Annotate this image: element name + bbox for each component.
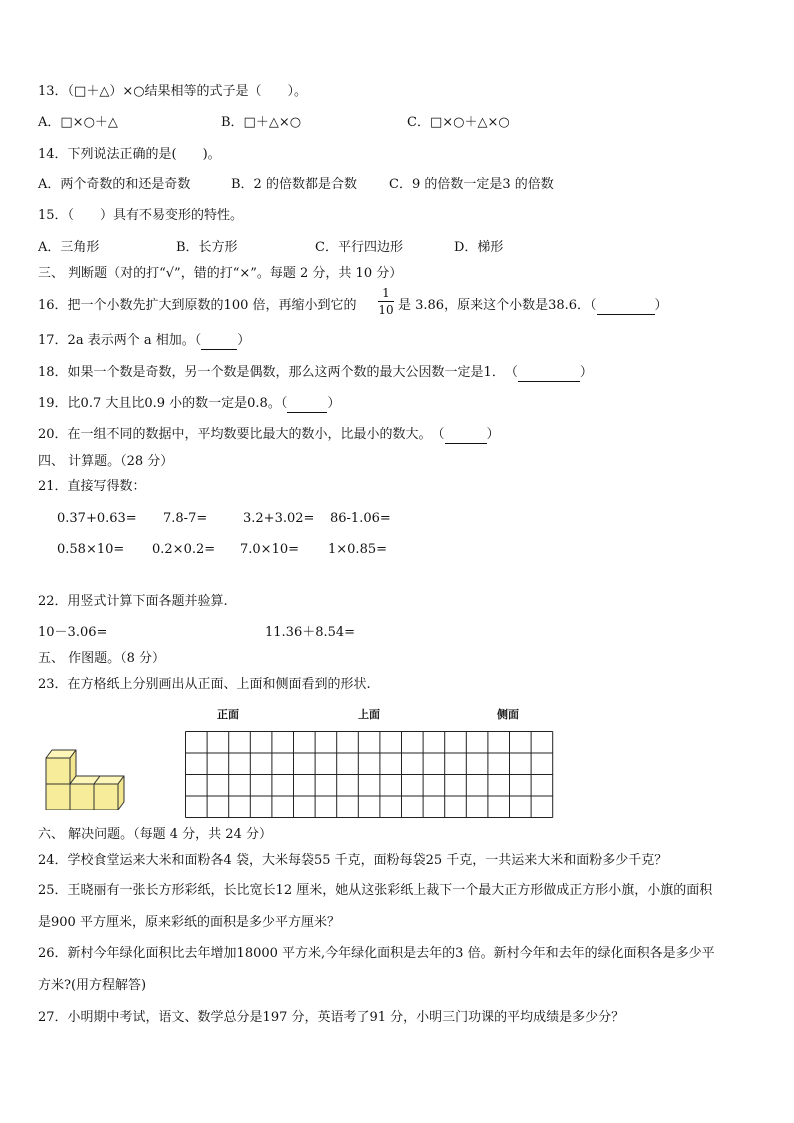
answer-blank-17[interactable] [201, 333, 237, 350]
calc-item: 3.2+3.02= [243, 511, 315, 526]
q15-option-b: B．长方形 [176, 240, 238, 255]
fraction-numerator: 1 [382, 286, 390, 300]
close-paren: ） [486, 427, 500, 442]
answer-blank-20[interactable] [445, 427, 487, 444]
fraction-one-tenth [378, 286, 394, 317]
calc-item: 0.37+0.63= [57, 511, 137, 526]
q15-option-c: C．平行四边形 [315, 240, 403, 255]
fraction-bar [378, 301, 394, 302]
question-14-stem: 14．下列说法正确的是( )。 [38, 147, 221, 162]
question-27: 27．小明期中考试，语文、数学总分是197 分，英语考了91 分，小明三门功课的平均成绩是多少分？ [38, 1010, 625, 1025]
view-label-top: 上面 [358, 708, 380, 721]
question-21-stem: 21．直接写得数： [38, 479, 146, 494]
calc-item: 86-1.06= [330, 511, 391, 526]
section-6-heading: 六、 解决问题。（每题 4 分，共 24 分） [38, 827, 272, 842]
question-13-stem: 13．（□＋△）×○结果相等的式子是（ ）。 [38, 84, 308, 99]
question-25-line-2: 是900 平方厘米，原来彩纸的面积是多少平方厘米？ [38, 915, 340, 930]
question-16-after: 是 3.86，原来这个小数是38.6．（ [398, 298, 597, 313]
close-paren: ） [579, 365, 593, 380]
q15-option-d: D．梯形 [454, 240, 504, 255]
close-paren: ） [654, 298, 668, 313]
q13-option-c: C．□×○＋△×○ [407, 115, 510, 130]
question-20-text: 20．在一组不同的数据中，平均数要比最大的数小，比最小的数大。 （ [38, 427, 445, 442]
question-24: 24．学校食堂运来大米和面粉各4 袋，大米每袋55 千克，面粉每袋25 千克，一共运来大米和面粉多少千克？ [38, 853, 668, 868]
question-23-stem: 23．在方格纸上分别画出从正面、上面和侧面看到的形状. [38, 677, 371, 692]
answer-blank-18[interactable] [518, 365, 580, 382]
view-label-front: 正面 [217, 708, 239, 721]
question-17-text: 17．2a 表示两个 a 相加。（ [38, 333, 202, 348]
answer-blank-16[interactable] [597, 298, 655, 315]
vertical-calc-item: 10－3.06= [38, 625, 108, 640]
section-4-heading: 四、 计算题。（28 分） [38, 454, 174, 469]
question-26-line-1: 26．新村今年绿化面积比去年增加18000 平方米,今年绿化面积是去年的3 倍。新村今年和去年的绿化面积各是多少平 [38, 946, 715, 961]
question-18-text: 18．如果一个数是奇数，另一个数是偶数，那么这两个数的最大公因数一定是1． （ [38, 365, 518, 380]
cube-stack-figure [44, 748, 134, 810]
q13-option-b: B．□＋△×○ [221, 115, 302, 130]
q13-option-a: A．□×○＋△ [38, 115, 118, 130]
question-19 [38, 396, 340, 413]
view-label-side: 侧面 [497, 708, 519, 721]
q14-option-c: C．9 的倍数一定是3 的倍数 [389, 177, 554, 192]
calc-item: 1×0.85= [328, 542, 388, 557]
question-15-stem: 15．（ ）具有不易变形的特性。 [38, 208, 244, 223]
grid-paper[interactable] [185, 731, 557, 821]
section-3-heading: 三、 判断题（对的打“√”，错的打“×”。每题 2 分，共 10 分） [38, 266, 403, 281]
question-17 [38, 333, 250, 350]
q14-option-b: B．2 的倍数都是合数 [231, 177, 357, 192]
close-paren: ） [237, 333, 251, 348]
question-16-before: 16．把一个小数先扩大到原数的100 倍，再缩小到它的 [38, 298, 357, 313]
question-25-line-1: 25．王晓丽有一张长方形彩纸，长比宽长12 厘米，她从这张彩纸上裁下一个最大正方形做成正方形小旗，小旗的面积 [38, 883, 713, 898]
question-26-line-2: 方米?(用方程解答) [38, 978, 147, 993]
question-19-text: 19．比0.7 大且比0.9 小的数一定是0.8。（ [38, 396, 288, 411]
answer-blank-19[interactable] [287, 396, 327, 413]
calc-item: 7.8-7= [163, 511, 208, 526]
section-5-heading: 五、 作图题。（8 分） [38, 651, 166, 666]
question-18 [38, 365, 593, 382]
question-22-stem: 22．用竖式计算下面各题并验算. [38, 594, 228, 609]
q15-option-a: A．三角形 [38, 240, 100, 255]
q14-option-a: A．两个奇数的和还是奇数 [38, 177, 191, 192]
close-paren: ） [327, 396, 341, 411]
calc-item: 0.58×10= [57, 542, 125, 557]
vertical-calc-item: 11.36＋8.54= [265, 625, 356, 640]
fraction-denominator: 10 [378, 303, 394, 317]
calc-item: 7.0×10= [240, 542, 300, 557]
question-20 [38, 427, 500, 444]
question-16 [398, 298, 668, 315]
calc-item: 0.2×0.2= [152, 542, 216, 557]
